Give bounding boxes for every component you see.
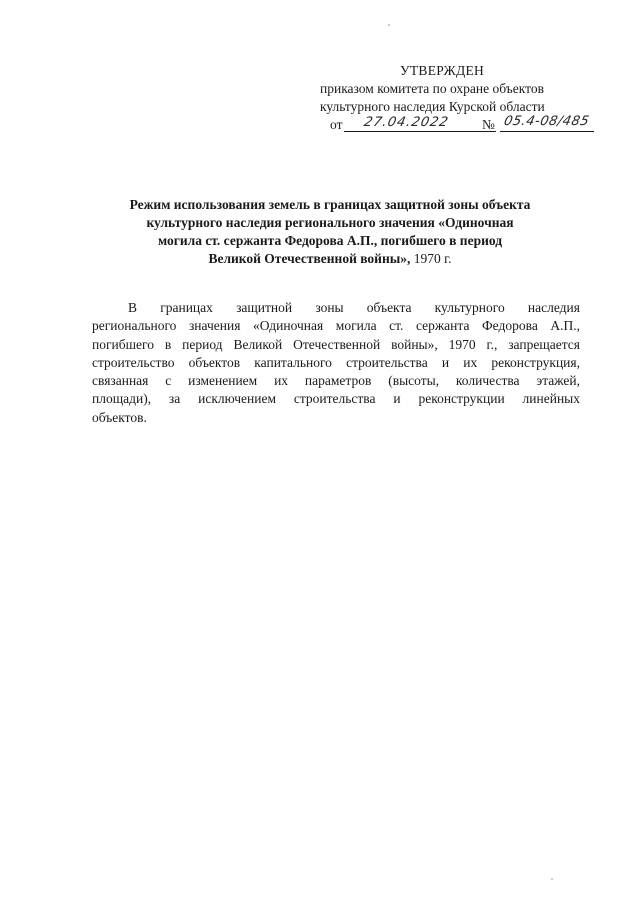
approval-heading: УТВЕРЖДЕН [400, 63, 485, 78]
number-underline [500, 131, 594, 132]
number-label: № [482, 117, 495, 132]
title-line-3: могила ст. сержанта Федорова А.П., погибшего в период [157, 233, 503, 248]
scan-speck [551, 878, 553, 880]
body-line: объектов. [92, 409, 147, 425]
order-line [320, 116, 610, 136]
document-title [80, 196, 580, 268]
approval-block [320, 62, 610, 136]
scan-speck [388, 24, 390, 26]
body-line: строительство объектов капитального строительства и их реконструкция, [92, 354, 580, 370]
handwritten-number: 05.4-08/485 [502, 114, 591, 129]
body-line: регионального значения «Одиночная могила ст. сержанта Федорова А.П., [92, 318, 580, 334]
handwritten-date: 27.04.2022 [362, 115, 451, 130]
title-line-2: культурного наследия регионального значения «Одиночная [146, 215, 514, 230]
body-line: связанная с изменением их параметров (высоты, количества этажей, [92, 373, 580, 389]
body-line: В границах защитной зоны объекта культурного наследия [128, 300, 580, 315]
approval-line-1: приказом комитета по охране объектов [320, 81, 544, 96]
approval-line-2: культурного наследия Курской области [320, 99, 545, 114]
title-line-4-year: 1970 г. [410, 251, 452, 266]
body-line: площади), за исключением строительства и реконструкции линейных [92, 391, 580, 407]
from-label: от [330, 117, 343, 132]
title-line-1: Режим использования земель в границах защитной зоны объекта [129, 197, 531, 212]
title-line-4-bold: Великой Отечественной войны», [208, 251, 411, 266]
body-line: погибшего в период Великой Отечественной войны», 1970 г., запрещается [92, 336, 580, 352]
title-line-4 [80, 250, 580, 268]
body-paragraph [92, 299, 580, 427]
